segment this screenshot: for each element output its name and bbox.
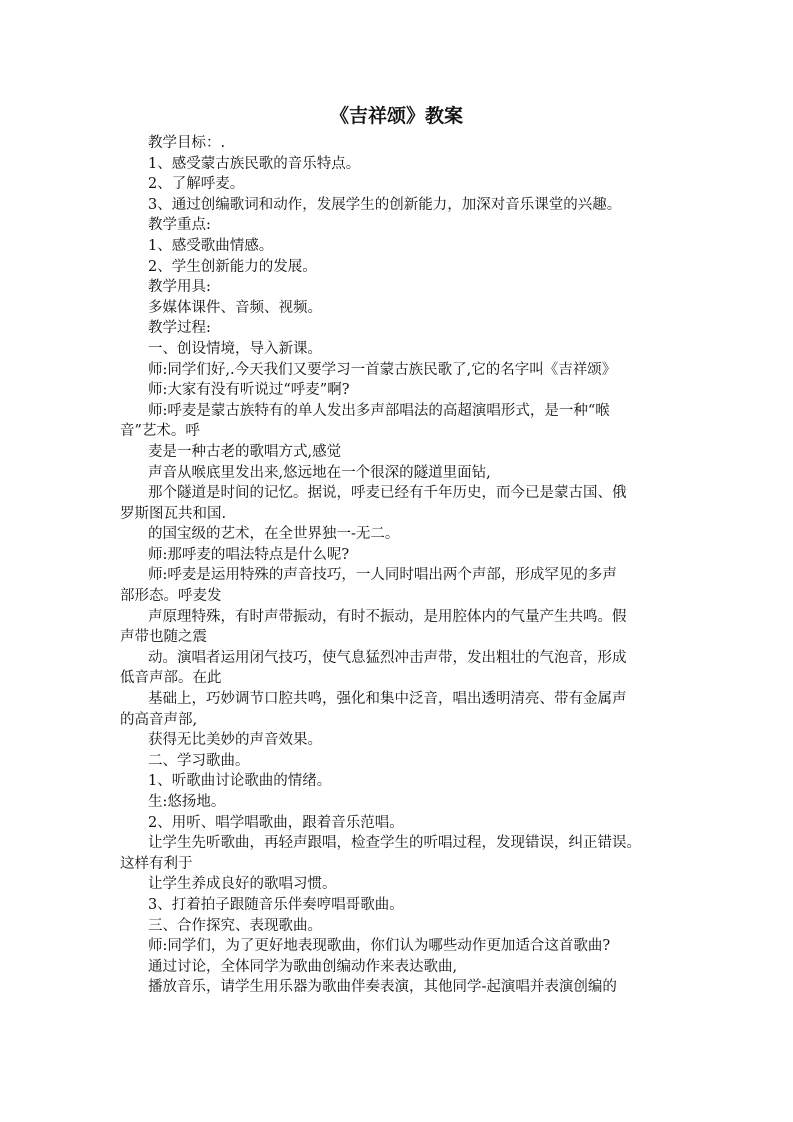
paragraph-line: 师:那呼麦的唱法特点是什么呢? [148,546,350,563]
paragraph-line: 生:悠扬地。 [148,794,226,810]
paragraph-line: 教学目标：. [148,135,226,151]
paragraph-line: 部形态。呼麦发 [120,588,222,605]
paragraph-line: 1、听歌曲讨论歌曲的情绪。 [148,773,332,790]
paragraph-line: 师:呼麦是运用特殊的声音技巧，一人同时唱出两个声部，形成罕见的多声 [148,567,617,584]
paragraph-line: 2、用听、唱学唱歌曲，跟着音乐范唱。 [148,814,404,831]
paragraph-line: 2、学生创新能力的发展。 [148,258,317,275]
paragraph-line: 声原理特殊，有时声带振动，有时不振动，是用腔体内的气量产生共鸣。假 [148,608,627,625]
paragraph-line: 让学生先听歌曲，再轻声跟唱，检查学生的听唱过程，发现错误，纠正错误。 [148,835,641,852]
paragraph-line: 1、感受蒙古族民歌的音乐特点。 [148,155,361,172]
paragraph-line: 动。演唱者运用闭气技巧，使气息猛烈冲击声带，发出粗壮的气泡音，形成 [148,649,627,666]
paragraph-line: 低音声部。在此 [120,670,222,687]
paragraph-line: 通过讨论，全体同学为歌曲创编动作来表达歌曲, [148,958,458,975]
paragraph-line: 师:同学们，为了更好地表现歌曲，你们认为哪些动作更加适合这首歌曲? [148,938,611,955]
paragraph-line: 3、通过创编歌词和动作，发展学生的创新能力，加深对音乐课堂的兴趣。 [148,196,622,213]
paragraph-line: 一、创设情境，导入新课。 [148,340,322,357]
paragraph-line: 让学生养成良好的歌唱习惯。 [148,876,337,893]
document-title: 《吉祥颂》教案 [329,105,463,127]
paragraph-line: 2、了解呼麦。 [148,176,245,193]
paragraph-line: 教学重点: [148,217,211,234]
paragraph-line: 3、打着拍子跟随音乐伴奏哼唱哥歌曲。 [148,896,404,913]
paragraph-line: 教学用具: [148,279,211,296]
paragraph-line: 1、感受歌曲情感。 [148,237,274,254]
paragraph-line: 那个隧道是时间的记忆。据说，呼麦已经有千年历史，而今已是蒙古国、俄 [148,485,627,502]
paragraph-line: 麦是一种古老的歌唱方式,感觉 [148,443,342,460]
paragraph-line: 二、学习歌曲。 [148,752,250,769]
paragraph-line: 的高音声部, [120,711,198,728]
paragraph-line: 师:呼麦是蒙古族特有的单人发出多声部唱法的高超演唱形式，是一种“喉 [148,402,610,419]
paragraph-line: 师:大家有没有听说过“呼麦”啊? [148,382,350,399]
paragraph-line: 的国宝级的艺术，在全世界独一-无二。 [148,526,400,543]
paragraph-line: 音”艺术。呼 [120,423,200,440]
paragraph-line: 基础上，巧妙调节口腔共鸣，强化和集中泛音，唱出透明清亮、带有金属声 [148,691,627,708]
paragraph-line: 这样有利于 [120,855,193,872]
paragraph-line: 声带也随之震 [120,629,207,646]
paragraph-line: 播放音乐，请学生用乐器为歌曲伴奏表演，其他同学-起演唱并表演创编的 [148,979,617,996]
paragraph-line: 多媒体课件、音频、视频。 [148,299,322,316]
document-body [120,133,680,998]
paragraph-line: 三、合作探究、表现歌曲。 [148,917,322,934]
paragraph-line: 罗斯图瓦共和国. [120,505,227,522]
paragraph-line: 获得无比美妙的声音效果。 [148,732,322,749]
paragraph-line: 声音从喉底里发出来,悠远地在一个很深的隧道里面钻, [148,464,491,481]
paragraph-line: 教学过程: [148,320,211,337]
paragraph-line: 师:同学们好,.今天我们又要学习一首蒙古族民歌了,它的名字叫《吉祥颂》 [148,361,617,378]
